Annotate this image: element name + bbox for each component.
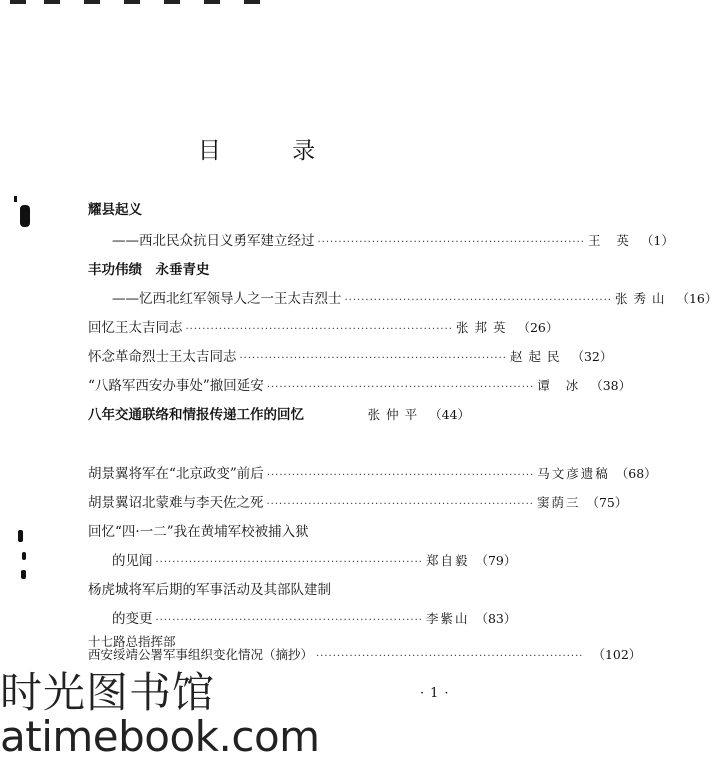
leader-dots: ································································ [266, 382, 535, 393]
entry-author: 谭 冰 [537, 378, 585, 393]
entry-author: 张仲平 [367, 407, 424, 422]
entry-author: 张邦英 [455, 320, 512, 335]
edge-mark [164, 0, 180, 4]
leader-dots: ································································ [266, 470, 535, 481]
leader-dots: ································································ [155, 557, 423, 568]
entry-title: 八年交通联络和情报传递工作的回忆 [88, 407, 304, 423]
toc-entry [112, 549, 517, 569]
edge-mark [204, 0, 220, 4]
entry-page: （44） [429, 407, 470, 422]
entry-title: “八路军西安办事处”撤回延安 [88, 378, 264, 394]
entry-title: 耀县起义 [88, 202, 142, 218]
entry-author: 马文彦遗稿 [537, 466, 610, 481]
entry-author: 李紫山 [425, 611, 470, 626]
entry-page: （16） [676, 291, 717, 306]
entry-title: 怀念革命烈士王太吉同志 [88, 349, 237, 365]
scan-blot [20, 205, 30, 227]
watermark-url: atimebook.com [0, 712, 320, 761]
entry-title: 的变更 [112, 611, 153, 627]
scan-blot [21, 570, 26, 579]
entry-title: ——西北民众抗日义勇军建立经过 [112, 233, 315, 249]
entry-author: 窦荫三 [536, 495, 581, 510]
leader-dots: ································································ [239, 353, 507, 364]
toc-entry-line [88, 578, 331, 598]
entry-page: （32） [571, 349, 613, 364]
entry-page: （83） [475, 611, 517, 626]
entry-title: 胡景翼诏北蒙难与李天佐之死 [88, 495, 264, 511]
page-title: 目 录 [197, 138, 348, 164]
toc-entry-line [88, 520, 309, 540]
entry-page: （68） [615, 466, 657, 481]
leader-dots: ································································ [185, 324, 453, 335]
leader-dots: ································································ [266, 499, 534, 510]
entry-author: 张秀山 [614, 291, 671, 306]
entry-author: 王 英 [587, 233, 635, 248]
entry-title: ——忆西北红军领导人之一王太吉烈士 [112, 291, 342, 307]
toc-entry [112, 287, 717, 307]
scan-blot [22, 552, 26, 560]
toc-entry [88, 316, 559, 336]
edge-mark [44, 0, 60, 4]
toc-entry [112, 607, 517, 627]
leader-dots: ································································ [316, 651, 584, 662]
toc-entry [88, 491, 628, 511]
entry-page: （38） [590, 378, 632, 393]
entry-title: 丰功伟绩 永垂青史 [88, 262, 210, 278]
toc-entry [88, 462, 657, 482]
leader-dots: ································································ [155, 615, 423, 626]
entry-page: （102） [592, 647, 642, 662]
toc-entry [88, 403, 470, 423]
scan-blot [14, 196, 17, 202]
toc-entry [88, 345, 613, 365]
entry-page: （26） [517, 320, 559, 335]
entry-author: 赵起民 [509, 349, 566, 364]
leader-dots: ································································ [344, 295, 612, 306]
toc-entry [112, 229, 674, 249]
toc-section-heading [88, 198, 142, 218]
entry-page: （79） [475, 553, 517, 568]
entry-author: 郑自毅 [425, 553, 470, 568]
edge-mark [84, 0, 100, 4]
entry-title: 杨虎城将军后期的军事活动及其部队建制 [88, 582, 331, 598]
toc-section-heading [88, 258, 210, 278]
leader-dots: ································································ [317, 237, 585, 248]
entry-title: 胡景翼将军在“北京政变”前后 [88, 466, 264, 482]
entry-title: 西安绥靖公署军事组织变化情况（摘抄） [88, 647, 314, 662]
edge-mark [10, 0, 26, 4]
entry-page: （1） [640, 233, 674, 248]
toc-entry [88, 374, 632, 394]
scan-blot [18, 530, 23, 542]
entry-title: 的见闻 [112, 553, 153, 569]
edge-mark [244, 0, 260, 4]
page-number: ·1· [420, 686, 455, 701]
edge-mark [124, 0, 140, 4]
watermark-title: 时光图书馆 [0, 668, 216, 717]
entry-page: （75） [586, 495, 628, 510]
entry-title: 十七路总指挥部 [88, 634, 176, 649]
entry-title: 回忆“四·一二”我在黄埔军校被捕入狱 [88, 524, 309, 540]
entry-title: 回忆王太吉同志 [88, 320, 183, 336]
